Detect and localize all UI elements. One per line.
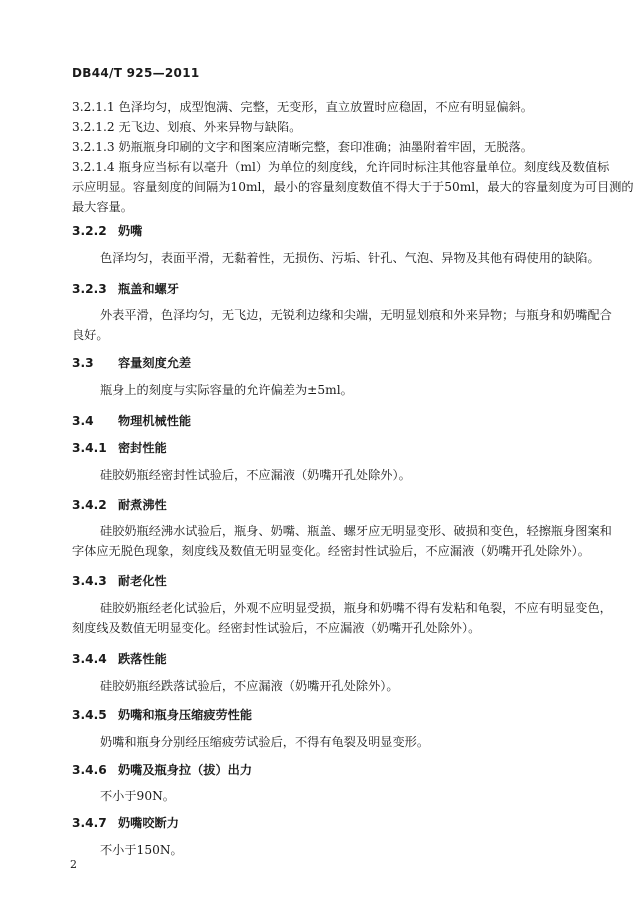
section-heading-3-4-7 bbox=[72, 815, 179, 831]
clause-3-2-1-3: 3.2.1.3 奶瓶瓶身印刷的文字和图案应清晰完整，套印准确；油墨附着牢固，无脱落。 bbox=[72, 140, 533, 154]
section-heading-3-4-5 bbox=[72, 707, 252, 723]
page-number: 2 bbox=[70, 858, 77, 871]
section-number: 3.4.7 bbox=[72, 816, 107, 830]
section-text-3-4-5 bbox=[100, 732, 600, 752]
section-title: 奶嘴及瓶身拉（拔）出力 bbox=[118, 763, 253, 777]
section-title: 物理机械性能 bbox=[118, 414, 192, 428]
section-number: 3.4.5 bbox=[72, 708, 107, 722]
section-heading-3-4-1 bbox=[72, 440, 167, 456]
clause-3-2-1-4-line-1: 3.2.1.4 瓶身应当标有以毫升（ml）为单位的刻度线，允许同时标注其他容量单位。刻度线及数值标 bbox=[72, 160, 610, 174]
paragraph-line: 硅胶奶瓶经老化试验后，外观不应明显受损，瓶身和奶嘴不得有发粘和龟裂，不应有明显变色， bbox=[100, 601, 612, 615]
paragraph-line: 不小于90N。 bbox=[100, 789, 175, 803]
paragraph-line: 刻度线及数值无明显变化。经密封性试验后，不应漏液（奶嘴开孔处除外）。 bbox=[72, 621, 481, 635]
section-number: 3.4 bbox=[72, 414, 94, 428]
section-title: 奶嘴和瓶身压缩疲劳性能 bbox=[118, 708, 253, 722]
section-text-3-4-2 bbox=[72, 521, 612, 561]
section-number: 3.4.2 bbox=[72, 498, 107, 512]
section-text-3-4-4 bbox=[100, 676, 600, 696]
paragraph-line: 硅胶奶瓶经沸水试验后，瓶身、奶嘴、瓶盖、螺牙应无明显变形、破损和变色，轻擦瓶身图案和 bbox=[100, 524, 612, 538]
section-heading-3-2-2 bbox=[72, 223, 142, 239]
clause-3-2-1 bbox=[72, 97, 634, 217]
section-title: 容量刻度允差 bbox=[118, 356, 192, 370]
clause-3-2-1-1: 3.2.1.1 色泽均匀，成型饱满、完整，无变形，直立放置时应稳固，不应有明显偏斜。 bbox=[72, 100, 533, 114]
section-text-3-4-3 bbox=[72, 598, 612, 638]
section-title: 密封性能 bbox=[118, 441, 167, 455]
paragraph-line: 字体应无脱色现象，刻度线及数值无明显变化。经密封性试验后，不应漏液（奶嘴开孔处除外）。 bbox=[72, 544, 590, 558]
section-title: 耐老化性 bbox=[118, 574, 167, 588]
section-heading-3-4-3 bbox=[72, 573, 167, 589]
section-text-3-4-7 bbox=[100, 840, 600, 860]
clause-3-2-1-4-line-3: 最大容量。 bbox=[72, 200, 133, 214]
clause-3-2-1-2: 3.2.1.2 无飞边、划痕、外来异物与缺陷。 bbox=[72, 120, 302, 134]
section-heading-3-2-3 bbox=[72, 281, 179, 297]
section-title: 奶嘴咬断力 bbox=[118, 816, 179, 830]
section-text-3-4-1 bbox=[100, 465, 600, 485]
section-title: 瓶盖和螺牙 bbox=[118, 282, 179, 296]
section-title: 耐煮沸性 bbox=[118, 498, 167, 512]
paragraph-line: 硅胶奶瓶经跌落试验后，不应漏液（奶嘴开孔处除外）。 bbox=[100, 679, 399, 693]
section-number: 3.4.6 bbox=[72, 763, 107, 777]
section-heading-3-4 bbox=[72, 413, 191, 429]
paragraph-line: 色泽均匀，表面平滑，无黏着性，无损伤、污垢、针孔、气泡、异物及其他有碍使用的缺陷。 bbox=[100, 251, 600, 265]
paragraph-line: 外表平滑，色泽均匀，无飞边，无锐利边缘和尖端，无明显划痕和外来异物；与瓶身和奶嘴配合 bbox=[100, 308, 612, 322]
paragraph-line: 不小于150N。 bbox=[100, 843, 183, 857]
section-heading-3-3 bbox=[72, 355, 191, 371]
section-number: 3.4.4 bbox=[72, 652, 107, 666]
section-heading-3-4-4 bbox=[72, 651, 167, 667]
section-heading-3-4-6 bbox=[72, 762, 252, 778]
section-text-3-2-2 bbox=[100, 248, 600, 268]
clause-3-2-1-4-line-2: 示应明显。容量刻度的间隔为10ml，最小的容量刻度数值不得大于于50ml，最大的容量刻度为可目测的 bbox=[72, 180, 634, 194]
section-number: 3.2.2 bbox=[72, 224, 107, 238]
section-title: 奶嘴 bbox=[118, 224, 143, 238]
paragraph-line: 奶嘴和瓶身分别经压缩疲劳试验后，不得有龟裂及明显变形。 bbox=[100, 735, 430, 749]
section-text-3-2-3 bbox=[72, 305, 612, 345]
section-number: 3.4.1 bbox=[72, 441, 107, 455]
document-id: DB44/T 925—2011 bbox=[72, 66, 200, 80]
section-text-3-3 bbox=[100, 380, 600, 400]
section-number: 3.3 bbox=[72, 356, 94, 370]
section-title: 跌落性能 bbox=[118, 652, 167, 666]
section-text-3-4-6 bbox=[100, 786, 600, 806]
paragraph-line: 良好。 bbox=[72, 328, 109, 342]
paragraph-line: 硅胶奶瓶经密封性试验后，不应漏液（奶嘴开孔处除外）。 bbox=[100, 468, 411, 482]
paragraph-line: 瓶身上的刻度与实际容量的允许偏差为±5ml。 bbox=[100, 383, 353, 397]
section-heading-3-4-2 bbox=[72, 497, 167, 513]
section-number: 3.2.3 bbox=[72, 282, 107, 296]
section-number: 3.4.3 bbox=[72, 574, 107, 588]
